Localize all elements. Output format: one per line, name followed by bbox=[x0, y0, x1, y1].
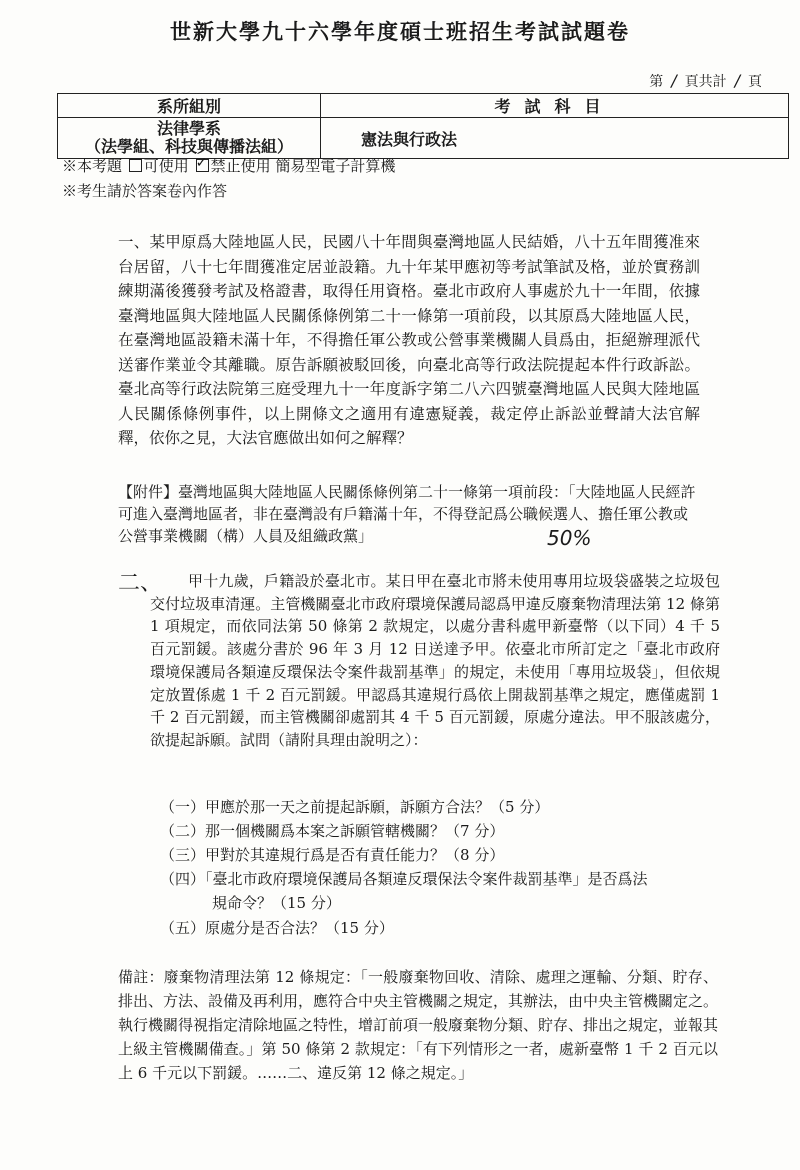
page-label: 第 bbox=[649, 74, 664, 90]
sub-question: （四）「臺北市政府環境保護局各類違反環保法令案件裁罰基準」是否爲法 bbox=[160, 870, 648, 888]
header-table bbox=[57, 93, 789, 159]
remark-note: 備註：廢棄物清理法第 12 條規定：「一般廢棄物回收、清除、處理之運輸、分類、貯存、排出、方法、設備及再利用，應符合中央主管機關之規定，其辦法，由中央主管機關定之。執行機關得視指定清除地區之特性，增訂前項一般廢棄物分類、貯存、排出之規定，並報其上級主管機關備查。」第 50 條第 2 款規定：「有下列情形之一者，處新臺幣 1 千 2 百元以上 6 千元以下罰鍰。……二、違反第 12 條之規定。」 bbox=[118, 968, 719, 1082]
calculator-note bbox=[62, 155, 395, 176]
answer-note: ※考生請於答案卷內作答 bbox=[62, 182, 228, 200]
question-2-text: 甲十九歲，戶籍設於臺北市。某日甲在臺北市將未使用專用垃圾袋盛裝之垃圾包交付垃圾車清運。主管機關臺北市政府環境保護局認爲甲違反廢棄物清理法第 12 條第 1 項規定，而依同法第 50 條第 2 款規定，以處分書科處甲新臺幣（以下同）4 千 5 百元罰鍰。該處分書於 96 年 3 月 12 日送達予甲。依臺北市所訂定之「臺北市政府環境保護局各類違反環保法令案件裁罰基準」的規定，未使用「專用垃圾袋」，但依規定放置係處 1 千 2 百元罰鍰。甲認爲其違規行爲依上開裁罰基準之規定，應僅處罰 1 千 2 百元罰鍰，而主管機關卻處罰其 4 千 5 百元罰鍰，原處分違法。甲不服該處分，欲提起訴願。試問（請附具理由說明之）： bbox=[150, 572, 720, 749]
allowed-label: 可使用 bbox=[143, 157, 189, 175]
allowed-checkbox bbox=[129, 159, 142, 172]
page-unit: 頁 bbox=[748, 74, 762, 90]
sub-question: （一）甲應於那一天之前提起訴願，訴願方合法？（5 分） bbox=[160, 798, 550, 816]
sub-question-continued: 規命令？（15 分） bbox=[212, 894, 341, 912]
calc-note-suffix: 簡易型電子計算機 bbox=[275, 157, 396, 175]
page-info bbox=[649, 71, 762, 91]
dept-cell bbox=[58, 118, 321, 159]
calc-note-prefix: ※本考題 bbox=[62, 157, 123, 175]
question-1-score: 50% bbox=[547, 526, 592, 550]
forbidden-checkbox bbox=[196, 159, 209, 172]
total-label: 頁共計 bbox=[684, 74, 727, 90]
forbidden-label: 禁止使用 bbox=[210, 157, 271, 175]
total-number: / bbox=[734, 71, 740, 90]
sub-question: （五）原處分是否合法？（15 分） bbox=[160, 919, 394, 937]
subject-name: 憲法與行政法 bbox=[321, 118, 789, 159]
subject-column-header: 考試科目 bbox=[321, 94, 789, 118]
dept-column-header: 系所組別 bbox=[58, 94, 321, 118]
sub-question: （二）那一個機關爲本案之訴願管轄機關？（7 分） bbox=[160, 822, 505, 840]
page-number: / bbox=[671, 71, 677, 90]
question-1-attachment: 【附件】臺灣地區與大陸地區人民關係條例第二十一條第一項前段：「大陸地區人民經許可進入臺灣地區者，非在臺灣設有戶籍滿十年，不得登記爲公職候選人、擔任軍公教或公營事業機關（構）人員及組織政黨」 bbox=[118, 483, 696, 545]
dept-groups: （法學組、科技與傳播法組） bbox=[84, 137, 293, 156]
exam-title: 世新大學九十六學年度碩士班招生考試試題卷 bbox=[170, 19, 630, 44]
dept-name: 法律學系 bbox=[156, 119, 221, 138]
question-2-body bbox=[150, 570, 720, 752]
question-1-text: 一、某甲原爲大陸地區人民，民國八十年間與臺灣地區人民結婚，八十五年間獲准來台居留，八十七年間獲准定居並設籍。九十年某甲應初等考試筆試及格，並於實務訓練期滿後獲發考試及格證書，取得任用資格。臺北市政府人事處於九十一年間，依據臺灣地區與大陸地區人民關係條例第二十一條第一項前段，以其原爲大陸地區人民，在臺灣地區設籍未滿十年，不得擔任軍公教或公營事業機關人員爲由，拒絕辦理派代送審作業並令其離職。原告訴願被駁回後，向臺北高等行政法院提起本件行政訴訟。臺北高等行政法院第三庭受理九十一年度訴字第二八六四號臺灣地區人民與大陸地區人民關係條例事件，以上開條文之適用有違憲疑義，裁定停止訴訟並聲請大法官解釋，依你之見，大法官應做出如何之解釋？ bbox=[118, 233, 700, 447]
sub-question: （三）甲對於其違規行爲是否有責任能力？（8 分） bbox=[160, 846, 505, 864]
question-2-label: 二、 bbox=[118, 571, 163, 596]
